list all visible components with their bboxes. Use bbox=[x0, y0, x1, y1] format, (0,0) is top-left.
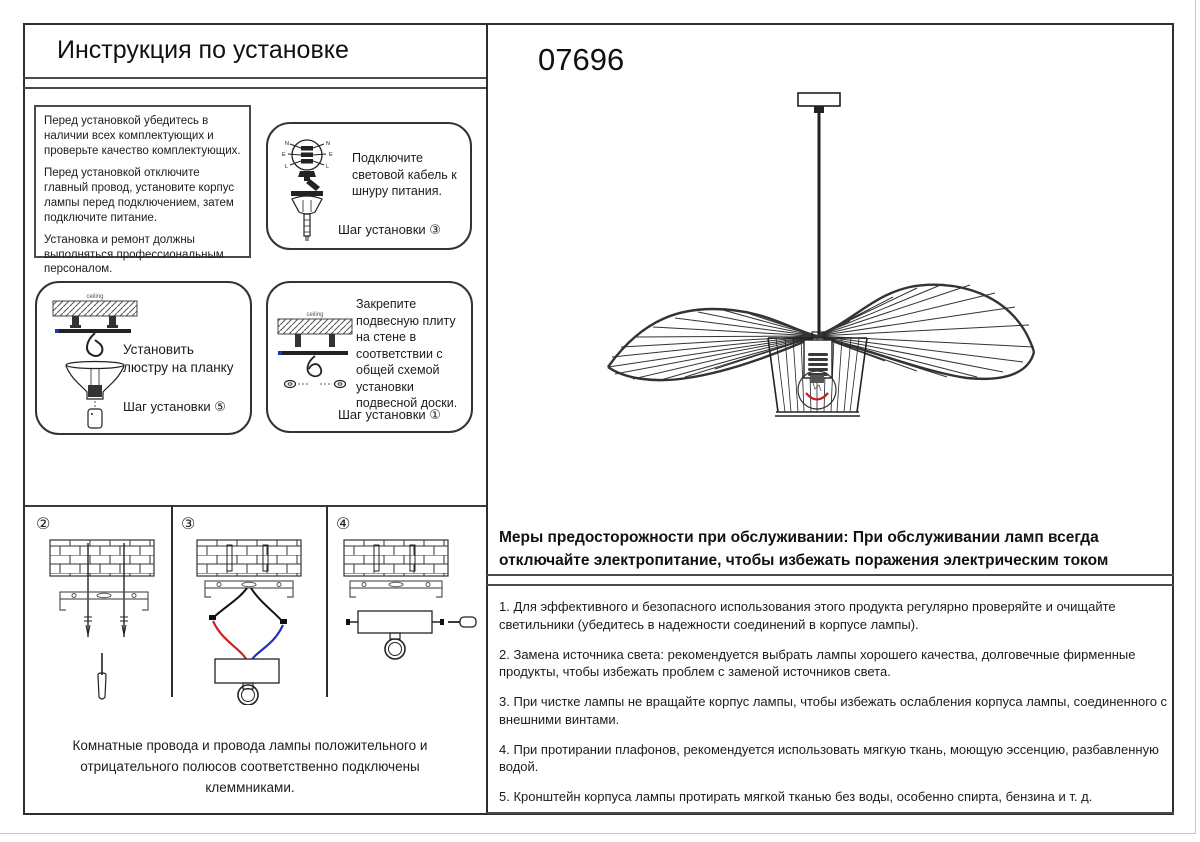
care-item-1 bbox=[499, 598, 1169, 633]
step3-box bbox=[266, 122, 472, 250]
ceiling-label: ceiling bbox=[306, 312, 324, 318]
title-underline-1 bbox=[23, 77, 486, 79]
step1-box bbox=[266, 281, 473, 433]
care-item-number: 3. bbox=[499, 694, 510, 710]
center-divider bbox=[486, 23, 488, 815]
model-number: 07696 bbox=[538, 42, 625, 77]
panel-number-3: ③ bbox=[181, 516, 196, 533]
panel-number-2: ② bbox=[36, 516, 51, 533]
wire-label-e: E bbox=[329, 152, 333, 158]
ceiling-label: ceiling bbox=[86, 294, 104, 300]
wire-connection-icon bbox=[280, 134, 336, 242]
panels-top-line bbox=[23, 505, 486, 507]
care-item-number: 2. bbox=[499, 646, 510, 662]
step5-box bbox=[35, 281, 252, 435]
care-instructions-list bbox=[499, 598, 1169, 818]
right-divider-1 bbox=[487, 574, 1174, 576]
panel2-screws-diagram bbox=[40, 537, 170, 705]
step1-text: Закрепите подвесную плиту на стене в соответствии с общей схемой установки подвесной доски. bbox=[356, 297, 458, 410]
note-paragraph: Установка и ремонт должны выполняться профессиональным персоналом. bbox=[44, 233, 224, 276]
wire-label-n: N bbox=[285, 141, 289, 147]
step3-text: Подключите световой кабель к шнуру питания. bbox=[352, 151, 457, 198]
care-item-text: При чистке лампы не вращайте корпус лампы, чтобы избежать ослабления корпуса лампы, соединенного с внешними винтами. bbox=[499, 694, 1168, 727]
care-item-text: При протирании плафонов, рекомендуется использовать мягкую ткань, моющую эссенцию, разбавленную водой. bbox=[499, 741, 1159, 775]
scan-edge-right bbox=[1195, 0, 1196, 834]
care-item-number: 5. bbox=[499, 789, 510, 805]
note-paragraph: Перед установкой убедитесь в наличии всех комплектующих и проверьте качество комплектующих. bbox=[44, 115, 241, 157]
care-list-bottom-line bbox=[487, 812, 1174, 814]
step3-label: Шаг установки ③ bbox=[338, 222, 441, 237]
care-item-4 bbox=[499, 741, 1169, 776]
panel-divider bbox=[171, 505, 173, 697]
page-title: Инструкция по установке bbox=[57, 36, 349, 64]
wire-label-n: N bbox=[326, 141, 330, 147]
panel3-wiring-diagram bbox=[187, 537, 317, 705]
panel-divider bbox=[326, 505, 328, 697]
safety-notes-box bbox=[34, 105, 251, 276]
step5-text: Установить люстру на планку bbox=[123, 342, 234, 375]
step5-label: Шаг установки ⑤ bbox=[123, 399, 226, 414]
care-item-text: Для эффективного и безопасного использования этого продукта регулярно проверяйте и очищайте светильники (убедитесь в надежности соединений в корпусе лампы). bbox=[499, 599, 1116, 632]
care-item-3 bbox=[499, 693, 1169, 728]
panel-number-4: ④ bbox=[336, 516, 351, 533]
terminal-note: Комнатные провода и провода лампы положительного и отрицательного полюсов соответственно подключены клеммниками. bbox=[72, 738, 428, 795]
maintenance-warning: Меры предосторожности при обслуживании: При обслуживании ламп всегда отключайте электропитание, чтобы избежать поражения электрическим током bbox=[499, 529, 1109, 570]
care-item-number: 1. bbox=[499, 599, 510, 614]
care-item-text: Кронштейн корпуса лампы протирать мягкой тканью без воды, особенно спирта, бензина и т. д. bbox=[513, 789, 1093, 805]
wire-label-e: E bbox=[282, 152, 286, 158]
panel4-canopy-diagram bbox=[334, 537, 480, 705]
note-paragraph: Перед установкой отключите главный провод, установите корпус лампы перед подключением, затем подключите питание. bbox=[44, 166, 235, 224]
mount-plate-icon bbox=[274, 307, 356, 407]
pendant-lamp-drawing bbox=[595, 85, 1045, 435]
care-item-2 bbox=[499, 646, 1169, 681]
care-item-5 bbox=[499, 788, 1169, 806]
scan-edge-bottom bbox=[0, 833, 1196, 834]
care-item-text: Замена источника света: рекомендуется выбрать лампы хорошего качества, долговечные фирменные продукты, чтобы избежать проблем с заменой источников света. bbox=[499, 646, 1136, 680]
title-underline-2 bbox=[23, 87, 486, 89]
step1-label: Шаг установки ① bbox=[338, 407, 441, 422]
wire-label-l: L bbox=[285, 164, 289, 170]
care-item-number: 4. bbox=[499, 741, 510, 757]
right-divider-2 bbox=[487, 584, 1174, 586]
wire-label-l: L bbox=[326, 164, 330, 170]
